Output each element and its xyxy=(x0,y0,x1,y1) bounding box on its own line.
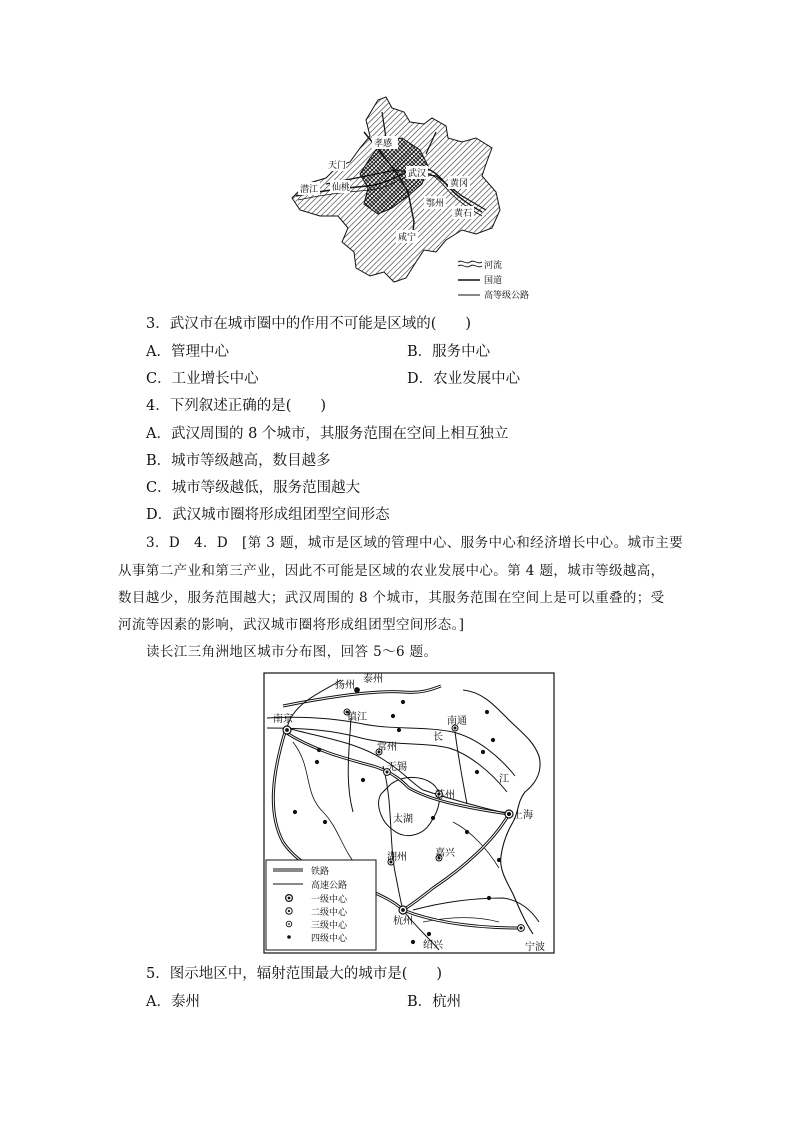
q5-option-b[interactable]: B．杭州 xyxy=(407,994,462,1010)
map2-legend xyxy=(266,860,376,950)
q4-option-b[interactable]: B．城市等级越高，数目越多 xyxy=(146,453,331,469)
answer-line-3: 数目越少，服务范围越大；武汉周围的 8 个城市，其服务范围在空间上是可以重叠的；受 xyxy=(118,590,665,606)
label-xianning: 咸宁 xyxy=(398,233,417,243)
label-nantong: 南通 xyxy=(447,716,467,727)
q4-option-c[interactable]: C．城市等级越低，服务范围越大 xyxy=(146,480,361,496)
label-wuhan: 武汉 xyxy=(408,169,427,179)
label-qianjiang: 潜江 xyxy=(300,185,319,195)
label-wuxi: 无锡 xyxy=(387,762,407,773)
label-hangzhou: 杭州 xyxy=(393,916,413,927)
label-nanjing: 南京 xyxy=(273,714,293,725)
q4-option-d[interactable]: D．武汉城市圈将形成组团型空间形态 xyxy=(146,507,390,523)
wuhan-city-circle-map xyxy=(286,92,546,304)
label-shaoxing: 绍兴 xyxy=(423,940,443,951)
label-suzhou: 苏州 xyxy=(435,790,455,801)
label-jiaxing: 嘉兴 xyxy=(435,848,455,859)
label-xiantao: 仙桃 xyxy=(332,183,351,193)
legend-level2: 二级中心 xyxy=(311,908,348,918)
q5-stem: 5．图示地区中，辐射范围最大的城市是( ) xyxy=(146,966,443,982)
label-taihu: 太湖 xyxy=(393,814,413,825)
label-huangshi: 黄石 xyxy=(454,209,473,219)
legend-expressway: 高速公路 xyxy=(311,881,348,891)
label-shanghai: 上海 xyxy=(513,810,533,821)
map1-legend xyxy=(458,259,529,301)
label-taizhou: 泰州 xyxy=(363,674,383,685)
answer-line-2: 从事第二产业和第三产业，因此不可能是区域的农业发展中心。第 4 题，城市等级越高， xyxy=(118,563,665,579)
label-river-chang: 长 xyxy=(433,732,443,743)
label-zhenjiang: 镇江 xyxy=(347,712,367,723)
label-xiaogan: 孝感 xyxy=(374,139,393,149)
label-yangzhou: 扬州 xyxy=(335,680,355,691)
label-huzhou: 湖州 xyxy=(387,852,407,863)
label-river-jiang: 江 xyxy=(499,774,509,785)
q4-stem: 4．下列叙述正确的是( ) xyxy=(146,398,327,414)
legend-level4: 四级中心 xyxy=(311,934,348,944)
label-changzhou: 常州 xyxy=(377,742,397,753)
legend-highway: 高等级公路 xyxy=(484,291,530,301)
yangtze-delta-map xyxy=(263,672,555,954)
q3-stem: 3．武汉市在城市圈中的作用不可能是区域的( ) xyxy=(146,316,472,332)
q3-option-a[interactable]: A．管理中心 xyxy=(146,344,229,360)
legend-level1: 一级中心 xyxy=(311,895,348,905)
legend-river: 河流 xyxy=(484,261,503,271)
legend-national-road: 国道 xyxy=(484,276,503,286)
answer-line-1: 3．D 4．D [第 3 题，城市是区域的管理中心、服务中心和经济增长中心。城市主要 xyxy=(146,535,684,551)
q3-option-b[interactable]: B．服务中心 xyxy=(407,344,491,360)
legend-level3: 三级中心 xyxy=(311,921,348,931)
answer-line-4: 河流等因素的影响，武汉城市圈将形成组团型空间形态。] xyxy=(118,617,465,633)
legend-railway: 铁路 xyxy=(311,867,330,877)
q4-option-a[interactable]: A．武汉周围的 8 个城市，其服务范围在空间上相互独立 xyxy=(146,426,509,442)
q3-option-c[interactable]: C．工业增长中心 xyxy=(146,371,259,387)
q3-option-d[interactable]: D．农业发展中心 xyxy=(407,371,521,387)
label-ezhou: 鄂州 xyxy=(426,199,445,209)
label-huanggang: 黄冈 xyxy=(450,179,469,189)
map2-intro: 读长江三角洲地区城市分布图，回答 5～6 题。 xyxy=(146,644,438,660)
label-tianmen: 天门 xyxy=(328,161,347,171)
q5-option-a[interactable]: A．泰州 xyxy=(146,994,200,1010)
label-ningbo: 宁波 xyxy=(525,942,545,953)
